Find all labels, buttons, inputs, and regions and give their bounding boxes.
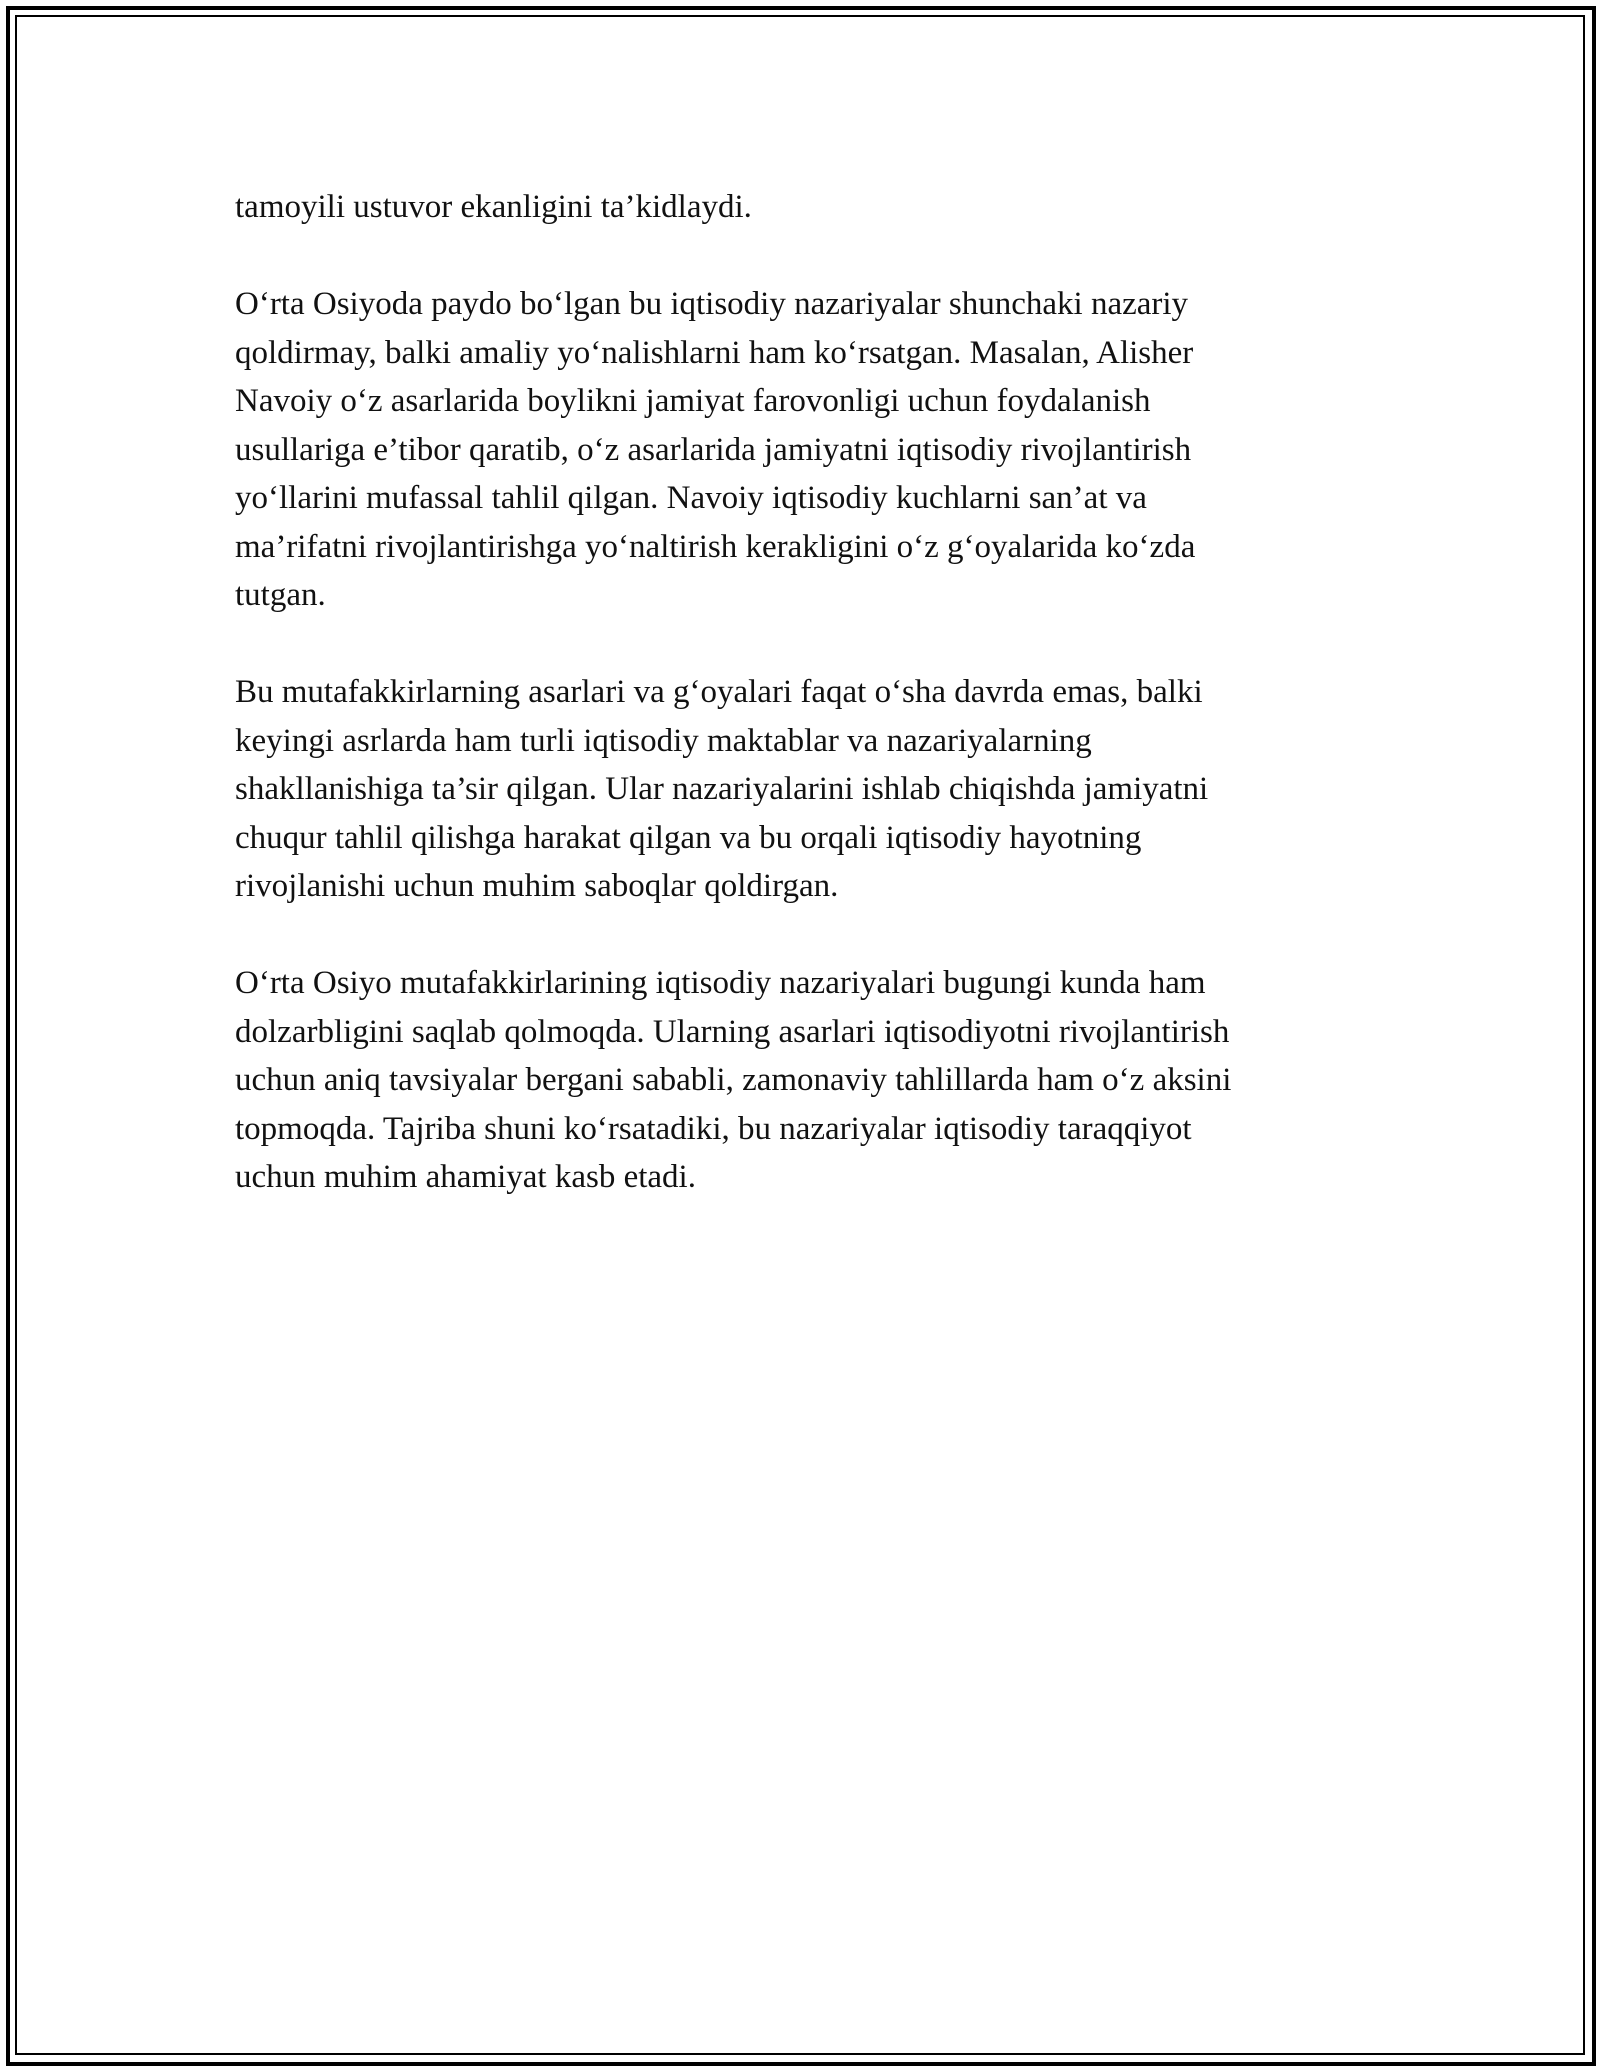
paragraph: tamoyili ustuvor ekanligini ta’kidlaydi.: [235, 189, 752, 225]
document-body: [235, 183, 1365, 1250]
paragraph: Bu mutafakkirlarning asarlari va g‘oyalari faqat o‘sha davrda emas, balki keyingi asrlarda ham turli iqtisodiy maktablar va nazariyalarning shakllanishiga ta’sir qilgan. Ular nazariyalarini ishlab chiqishda jamiyatni chuqur tahlil qilishga harakat qilgan va bu orqali iqtisodiy hayotning rivojlanishi uchun muhim saboqlar qoldirgan.: [235, 674, 1209, 904]
paragraph: O‘rta Osiyoda paydo bo‘lgan bu iqtisodiy nazariyalar shunchaki nazariy qoldirmay, balki amaliy yo‘nalishlarni ham ko‘rsatgan. Masalan, Alisher Navoiy o‘z asarlarida boylikni jamiyat farovonligi uchun foydalanish usullariga e’tibor qaratib, o‘z asarlarida jamiyatni iqtisodiy rivojlantirish yo‘llarini mufassal tahlil qilgan. Navoiy iqtisodiy kuchlarni san’at va ma’rifatni rivojlantirishga yo‘naltirish kerakligini o‘z g‘oyalarida ko‘zda tutgan.: [235, 286, 1196, 613]
paragraph: O‘rta Osiyo mutafakkirlarining iqtisodiy nazariyalari bugungi kunda ham dolzarbligini saqlab qolmoqda. Ularning asarlari iqtisodiyotni rivojlantirish uchun aniq tavsiyalar bergani sababli, zamonaviy tahlillarda ham o‘z aksini topmoqda. Tajriba shuni ko‘rsatadiki, bu nazariyalar iqtisodiy taraqqiyot uchun muhim ahamiyat kasb etadi.: [235, 965, 1232, 1195]
